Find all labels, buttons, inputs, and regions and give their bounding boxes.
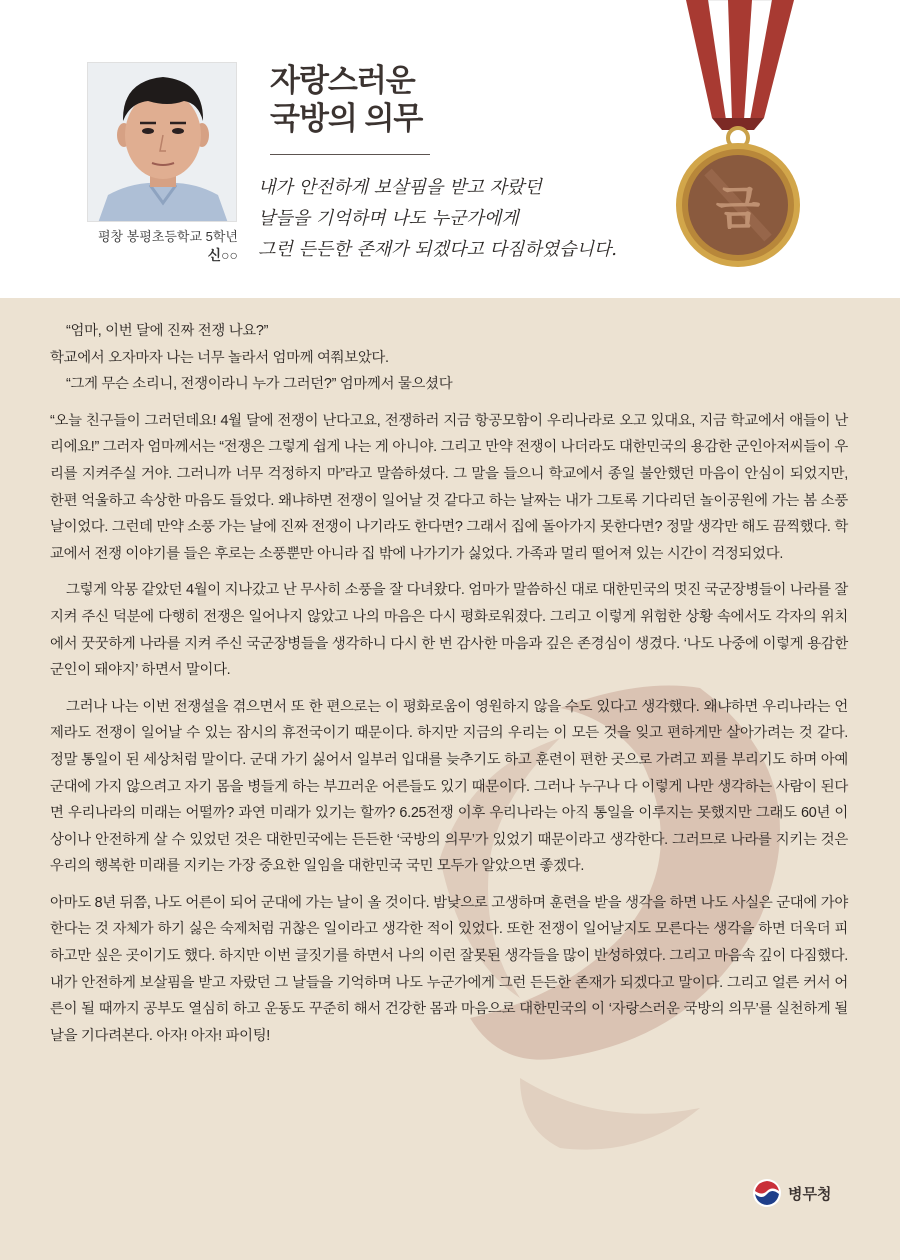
quote-line-2: 날들을 기억하며 나도 누군가에게 bbox=[258, 208, 519, 229]
paragraph-2: 그렇게 악몽 같았던 4월이 지나갔고 난 무사히 소풍을 잘 다녀왔다. 엄마가 말씀하신 대로 대한민국의 멋진 국군장병들이 나라를 잘 지켜 주신 덕분에 다행히 전쟁은 일어나지 않았고 나의 마음은 다시 평화로워졌다. 그리고 이렇게 위험한 상황 속에서도 각자의 위치에서 꿋꿋하게 나라를 지켜 주신 국군장병들을 생각하니 다시 한 번 감사한 마음과 깊은 존경심이 생겼다. ‘나도 나중에 이렇게 용감한 군인이 돼야지’ 하면서 말이다. bbox=[50, 582, 848, 679]
logo-text: 병무청 bbox=[788, 1185, 832, 1203]
medal-label: 금 bbox=[715, 181, 761, 235]
title-line-2: 국방의 의무 bbox=[270, 101, 423, 136]
essay-content bbox=[50, 318, 848, 1059]
paragraph-3: 그러나 나는 이번 전쟁설을 겪으면서 또 한 편으로는 이 평화로움이 영원하지 않을 수도 있다고 생각했다. 왜냐하면 우리나라는 언제라도 전쟁이 일어날 수 있는 잠시의 휴전국이기 때문이다. 하지만 지금의 우리는 이 모든 것을 잊고 편하게만 살아가려는 것 같다. 정말 통일이 된 세상처럼 말이다. 군대 가기 싫어서 일부러 입대를 늦추기도 하고 훈련이 편한 곳으로 가려고 꾀를 부리기도 하며 아예 군대에 가지 않으려고 자기 몸을 병들게 하는 부끄러운 어른들도 있기 때문이다. 그러나 누구나 다 이렇게 나만 생각하는 사람이 된다면 우리나라의 미래는 어떨까? 과연 미래가 있기는 할까? 6.25전쟁 이후 우리나라는 아직 통일을 이루지는 못했지만 그래도 60년 이상이나 안전하게 살 수 있었던 것은 대한민국에는 든든한 ‘국방의 의무’가 있었기 때문이라고 생각한다. 그러므로 나라를 지키는 것은 우리의 행복한 미래를 지키는 가장 중요한 일임을 대한민국 국민 모두가 알았으면 좋겠다. bbox=[50, 698, 848, 875]
paragraph-4: 아마도 8년 뒤쯤, 나도 어른이 되어 군대에 가는 날이 올 것이다. 밤낮으로 고생하며 훈련을 받을 생각을 하면 나도 사실은 군대에 가야 한다는 것 자체가 하기 싫은 숙제처럼 귀찮은 일이라고 생각한 적이 있었다. 또한 전쟁이 일어날지도 모른다는 생각을 하면 더욱더 피하고만 싶은 곳이기도 했다. 하지만 이번 글짓기를 하면서 나의 이런 잘못된 생각들을 많이 반성하였다. 그리고 마음속 깊이 다짐했다. 내가 안전하게 보살핌을 받고 자랐던 그 날들을 기억하며 나도 누군가에게 그런 든든한 존재가 되겠다고 말이다. 그리고 얼른 커서 어른이 될 때까지 공부도 열심히 하고 운동도 꾸준히 해서 건강한 몸과 마음으로 대한민국의 이 ‘자랑스러운 국방의 의무’를 실천하게 될 날을 기다려본다. 아자! 아자! 파이팅! bbox=[50, 894, 848, 1044]
intro-line-2: 학교에서 오자마자 나는 너무 놀라서 엄마께 여쭤보았다. bbox=[50, 349, 389, 366]
taegeuk-logo-icon bbox=[752, 1178, 782, 1208]
student-portrait-image bbox=[88, 63, 237, 222]
gold-medal-icon bbox=[668, 0, 808, 275]
photo-caption bbox=[60, 228, 238, 264]
intro-line-3: “그게 무슨 소리니, 전쟁이라니 누가 그러던?” 엄마께서 물으셨다 bbox=[66, 376, 453, 393]
essay-body bbox=[0, 298, 900, 1260]
intro-line-1: “엄마, 이번 달에 진짜 전쟁 나요?” bbox=[66, 323, 269, 339]
header bbox=[0, 0, 900, 298]
page-title bbox=[270, 62, 422, 138]
caption-school: 평창 봉평초등학교 5학년 bbox=[97, 229, 238, 244]
student-photo bbox=[87, 62, 237, 222]
caption-name: 신○○ bbox=[207, 247, 238, 263]
handwritten-quote bbox=[258, 172, 617, 265]
quote-line-1: 내가 안전하게 보살핌을 받고 자랐던 bbox=[258, 177, 542, 198]
paragraph-1: “오늘 친구들이 그러던데요! 4월 달에 전쟁이 난다고요, 전쟁하러 지금 항공모함이 우리나라로 오고 있대요, 지금 학교에서 애들이 난리에요!” 그러자 엄마께서는 “전쟁은 그렇게 쉽게 나는 게 아니야. 그리고 만약 전쟁이 나더라도 대한민국의 용감한 군인아저씨들이 우리를 지켜주실 거야. 그러니까 너무 걱정하지 마”라고 말씀하셨다. 그 말을 들으니 학교에서 종일 불안했던 마음이 안심이 되었지만, 한편 억울하고 속상한 마음도 들었다. 왜냐하면 전쟁이 일어날 것 같다고 하는 날짜는 내가 그토록 기다리던 놀이공원에 가는 봄 소풍날이었다. 그런데 만약 소풍 가는 날에 진짜 전쟁이 나기라도 한다면? 그래서 집에 돌아가지 못한다면? 정말 생각만 해도 끔찍했다. 학교에서 전쟁 이야기를 들은 후로는 소풍뿐만 아니라 집 밖에 나가기가 싫었다. 가족과 멀리 떨어져 있는 시간이 걱정되었다. bbox=[50, 412, 848, 562]
mma-logo bbox=[752, 1176, 831, 1210]
intro-dialogue bbox=[50, 318, 848, 398]
title-line-1: 자랑스러운 bbox=[270, 63, 415, 98]
title-divider bbox=[270, 154, 430, 155]
quote-line-3: 그런 든든한 존재가 되겠다고 다짐하였습니다. bbox=[258, 239, 617, 260]
